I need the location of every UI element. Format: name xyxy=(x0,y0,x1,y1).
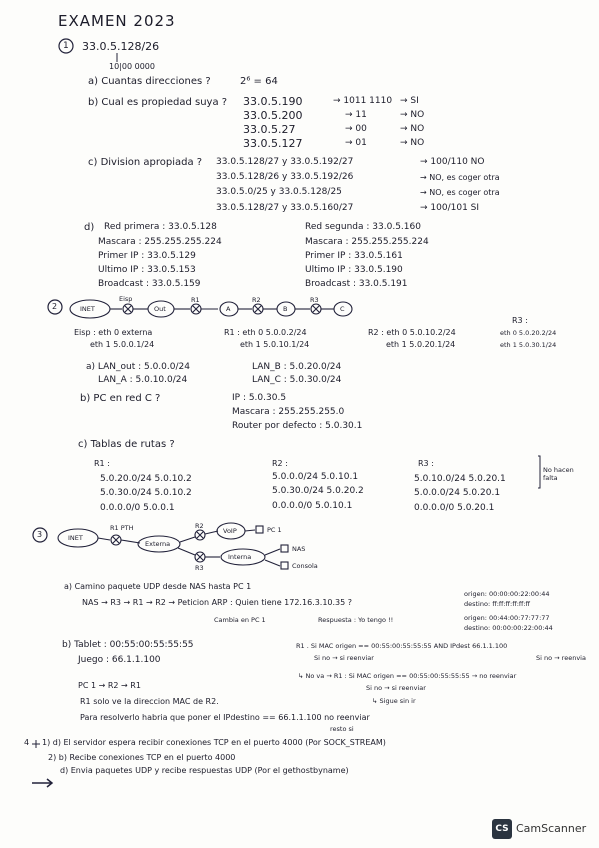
q4-line3: d) Envia paquetes UDP y recibe respuestas UDP (Por el gethostbyname) xyxy=(60,766,349,775)
q3a-destino2: destino: 00:00:00:22:00:44 xyxy=(464,624,553,632)
q2b-ip: IP : 5.0.30.5 xyxy=(232,393,287,403)
q3b-pc-path: PC 1 → R2 → R1 xyxy=(78,681,141,690)
q3a-resp: Respuesta : Yo tengo !! xyxy=(318,616,394,624)
q2-iface-r1b: eth 1 5.0.10.1/24 xyxy=(240,340,310,349)
q3-network-diagram xyxy=(58,523,288,569)
q2-a-label: A xyxy=(226,305,231,313)
r3-route-2: 0.0.0.0/0 5.0.20.1 xyxy=(414,503,495,513)
red1-4: Broadcast : 33.0.5.159 xyxy=(98,279,201,289)
r3-route-0: 5.0.10.0/24 5.0.20.1 xyxy=(414,474,506,484)
q2-r2-label: R2 xyxy=(252,296,261,304)
red2-1: Mascara : 255.255.255.224 xyxy=(305,237,429,247)
q1-number: 1 xyxy=(63,41,69,51)
red2-3: Ultimo IP : 33.0.5.190 xyxy=(305,265,403,275)
q1c-ans-2: → NO, es coger otra xyxy=(420,188,500,197)
q1c-row-1: 33.0.5.128/26 y 33.0.5.192/26 xyxy=(216,172,354,182)
q3-inet-label: INET xyxy=(68,534,83,542)
q2b-mask: Mascara : 255.255.255.0 xyxy=(232,407,345,417)
q1c-row-2: 33.0.5.0/25 y 33.0.5.128/25 xyxy=(216,187,342,197)
q3a-question: a) Camino paquete UDP desde NAS hasta PC 1 xyxy=(64,582,252,591)
q2-inet-label: INET xyxy=(80,305,95,313)
q3a-cambio: Cambia en PC 1 xyxy=(214,616,266,624)
q3a-destino: destino: ff:ff:ff:ff:ff:ff xyxy=(464,600,531,608)
q3-r3-label: R3 xyxy=(195,564,204,572)
q1b-ip-3: 33.0.5.127 xyxy=(243,137,303,150)
red1-3: Ultimo IP : 33.0.5.153 xyxy=(98,265,196,275)
q3b-r1-line3: Si no → reenvia xyxy=(536,654,586,662)
exam-title: EXAMEN 2023 xyxy=(58,12,176,30)
q1b-ans-3: → NO xyxy=(400,138,425,148)
q3b-sigue: ↳ Sigue sin ir xyxy=(372,697,416,705)
q2-iface-r3: eth 0 5.0.20.2/24 xyxy=(500,329,557,337)
q3-voip-label: VoIP xyxy=(223,527,237,535)
q3b-resto: resto si xyxy=(330,725,354,733)
q3b-r1-only: R1 solo ve la direccion MAC de R2. xyxy=(80,697,219,706)
q2a-lan-c: LAN_C : 5.0.30.0/24 xyxy=(252,375,342,385)
q2-r3-label: R3 xyxy=(310,296,319,304)
q1a-answer: 2⁶ = 64 xyxy=(240,76,278,87)
red2-0: Red segunda : 33.0.5.160 xyxy=(305,222,421,232)
q2-r1-label: R1 xyxy=(191,296,200,304)
q4-number: 4 xyxy=(24,738,30,747)
r2-route-1: 5.0.30.0/24 5.0.20.2 xyxy=(272,486,364,496)
q2-iface-eisp: Eisp : eth 0 externa xyxy=(74,328,153,337)
q3b-tablet: b) Tablet : 00:55:00:55:55:55 xyxy=(62,640,194,650)
q3-externa-label: Externa xyxy=(145,540,171,548)
q2c-r3-label: R3 : xyxy=(418,459,434,468)
q3a-origen2: origen: 00:44:00:77:77:77 xyxy=(464,614,550,622)
red1-1: Mascara : 255.255.255.224 xyxy=(98,237,222,247)
q1-network: 33.0.5.128/26 xyxy=(82,40,160,53)
q2b-question: b) PC en red C ? xyxy=(80,393,161,404)
r1-route-0: 5.0.20.0/24 5.0.10.2 xyxy=(100,474,192,484)
end-arrow xyxy=(32,779,52,787)
q1-bits: 10|00 0000 xyxy=(109,62,155,71)
q3-nas-label: NAS xyxy=(292,545,306,553)
r3-note: No hacen falta xyxy=(543,466,574,482)
q3-consola-label: Consola xyxy=(292,562,318,570)
q2-iface-r2b: eth 1 5.0.20.1/24 xyxy=(386,340,456,349)
q2-b-label: B xyxy=(283,305,288,313)
q2-iface-r2: R2 : eth 0 5.0.10.2/24 xyxy=(368,328,456,337)
q3a-path: NAS → R3 → R1 → R2 → Peticion ARP : Quien tiene 172.16.3.10.35 ? xyxy=(82,598,353,607)
q3b-r1-line2: Si no → si reenviar xyxy=(314,654,374,662)
red2-4: Broadcast : 33.0.5.191 xyxy=(305,279,408,289)
q3-interna-label: Interna xyxy=(228,553,252,561)
q3-rth-label: R1 PTH xyxy=(110,524,134,532)
q2b-gw: Router por defecto : 5.0.30.1 xyxy=(232,421,363,431)
q1b-ip-0: 33.0.5.190 xyxy=(243,95,303,108)
q2-eisp-label: Eisp xyxy=(119,295,133,303)
r1-route-1: 5.0.30.0/24 5.0.10.2 xyxy=(100,488,192,498)
q3-r2-label: R2 xyxy=(195,522,204,530)
camscanner-brand: CamScanner xyxy=(516,822,587,835)
q1c-ans-0: → 100/110 NO xyxy=(420,157,485,167)
q1a-question: a) Cuantas direcciones ? xyxy=(88,76,211,87)
r2-route-0: 5.0.0.0/24 5.0.10.1 xyxy=(272,472,359,482)
q1c-row-0: 33.0.5.128/27 y 33.0.5.192/27 xyxy=(216,157,354,167)
r2-route-2: 0.0.0.0/0 5.0.10.1 xyxy=(272,501,353,511)
q2-iface-eisp2: eth 1 5.0.0.1/24 xyxy=(90,340,155,349)
q1b-ip-2: 33.0.5.27 xyxy=(243,123,296,136)
q1d-label: d) xyxy=(84,222,95,233)
q1b-bin-3: → 01 xyxy=(345,138,367,148)
q2c-r1-label: R1 : xyxy=(94,459,110,468)
red1-2: Primer IP : 33.0.5.129 xyxy=(98,251,196,261)
q1b-ans-2: → NO xyxy=(400,124,425,134)
q1c-ans-3: → 100/101 SI xyxy=(420,203,480,213)
r1-route-2: 0.0.0.0/0 5.0.0.1 xyxy=(100,503,175,513)
q4-line2: 2) b) Recibe conexiones TCP en el puerto 4000 xyxy=(48,753,236,762)
q3a-origen: origen: 00:00:00:22:00:44 xyxy=(464,590,550,598)
q2-out-label: Out xyxy=(154,305,166,313)
q3b-nova: ↳ No va → R1 : Si MAC origen == 00:55:00:55:55:55 → no reenviar xyxy=(298,672,517,680)
q2-iface-r3-head: R3 : xyxy=(512,316,528,325)
q2a-lan-out: a) LAN_out : 5.0.0.0/24 xyxy=(86,362,190,372)
consola-box xyxy=(281,562,288,569)
pc1-box xyxy=(256,526,263,533)
q3-pc1-label: PC 1 xyxy=(267,526,282,534)
q1b-ans-0: → SI xyxy=(400,96,419,106)
q2-c-label: C xyxy=(340,305,345,313)
q1b-question: b) Cual es propiedad suya ? xyxy=(88,97,228,108)
q3b-nova2: Si no → si reenviar xyxy=(366,684,426,692)
q1b-bin-1: → 11 xyxy=(345,110,367,120)
q1c-question: c) Division apropiada ? xyxy=(88,157,203,168)
r3-route-1: 5.0.0.0/24 5.0.20.1 xyxy=(414,488,501,498)
q1c-ans-1: → NO, es coger otra xyxy=(420,173,500,182)
q2a-lan-a: LAN_A : 5.0.10.0/24 xyxy=(98,375,188,385)
q4-line1: 1) d) El servidor espera recibir conexiones TCP en el puerto 4000 (Por SOCK_STREAM) xyxy=(42,738,386,747)
q2c-r2-label: R2 : xyxy=(272,459,288,468)
nas-box xyxy=(281,545,288,552)
q2c-question: c) Tablas de rutas ? xyxy=(78,439,175,450)
q1b-bin-0: → 1011 1110 xyxy=(333,96,393,106)
q3b-juego: Juego : 66.1.1.100 xyxy=(78,655,161,665)
q3-number: 3 xyxy=(37,530,43,539)
q1b-bin-2: → 00 xyxy=(345,124,367,134)
q3b-r1-line1: R1 . Si MAC origen == 00:55:00:55:55:55 AND IPdest 66.1.1.100 xyxy=(296,642,508,650)
q3b-para: Para resolverlo habria que poner el IPdestino == 66.1.1.100 no reenviar xyxy=(80,713,370,722)
q2-iface-r1: R1 : eth 0 5.0.0.2/24 xyxy=(224,328,307,337)
q2a-lan-b: LAN_B : 5.0.20.0/24 xyxy=(252,362,342,372)
q1b-ip-1: 33.0.5.200 xyxy=(243,109,303,122)
red2-2: Primer IP : 33.0.5.161 xyxy=(305,251,403,261)
q2-number: 2 xyxy=(52,302,58,311)
q1b-ans-1: → NO xyxy=(400,110,425,120)
camscanner-logo: CS xyxy=(492,819,512,839)
q1c-row-3: 33.0.5.128/27 y 33.0.5.160/27 xyxy=(216,203,354,213)
q2-iface-r3b: eth 1 5.0.30.1/24 xyxy=(500,341,557,349)
red1-0: Red primera : 33.0.5.128 xyxy=(104,222,217,232)
